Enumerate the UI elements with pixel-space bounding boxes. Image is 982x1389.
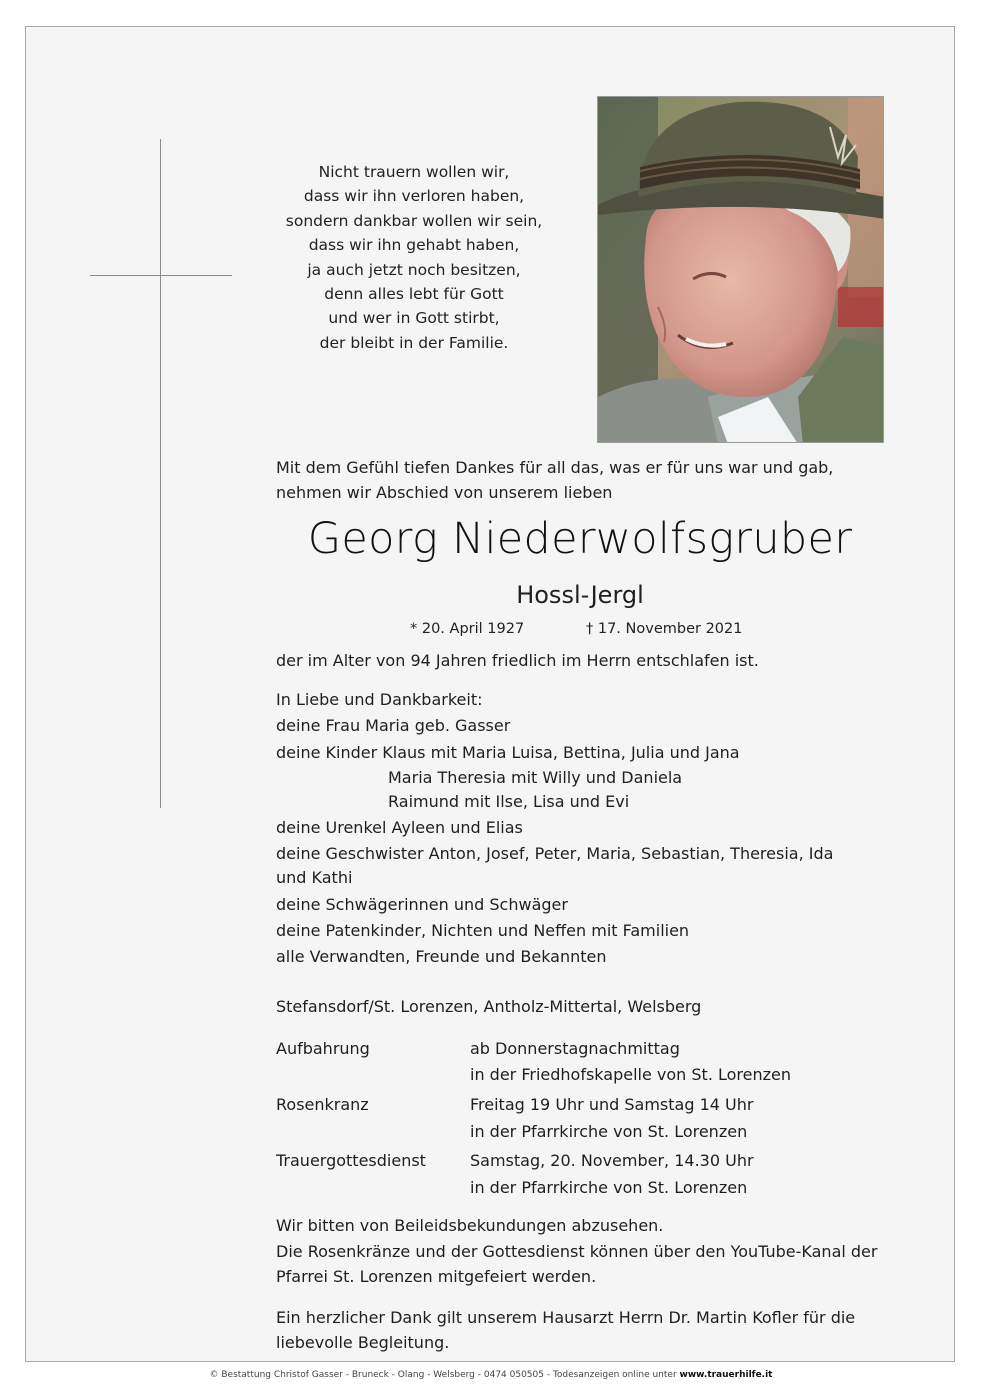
thanks-line: Ein herzlicher Dank gilt unserem Hausarzt Herrn Dr. Martin Kofler für die [276, 1308, 856, 1327]
schedule-detail: in der Pfarrkirche von St. Lorenzen [470, 1122, 748, 1141]
schedule-label: Aufbahrung [276, 1039, 370, 1058]
poem-line: sondern dankbar wollen wir sein, [285, 211, 543, 230]
mourner-children: Maria Theresia mit Willy und Daniela [388, 767, 683, 787]
poem-line: der bleibt in der Familie. [319, 333, 509, 352]
footer-link[interactable]: www.trauerhilfe.it [679, 1370, 773, 1380]
mourner-children: Raimund mit Ilse, Lisa und Evi [388, 792, 630, 812]
mourners-list [276, 687, 833, 971]
poem-line: dass wir ihn verloren haben, [303, 187, 525, 206]
mourner-wife: deine Frau Maria geb. Gasser [276, 716, 511, 736]
mourner-siblings: und Kathi [276, 868, 353, 888]
schedule-detail: in der Friedhofskapelle von St. Lorenzen [470, 1065, 792, 1084]
note-line: Wir bitten von Beileidsbekundungen abzusehen. [276, 1216, 664, 1235]
mourners-header: In Liebe und Dankbarkeit: [276, 690, 483, 709]
mourner-godchildren: deine Patenkinder, Nichten und Neffen mit Familien [276, 921, 690, 941]
deceased-nickname: Hossl-Jergl [516, 581, 644, 609]
deceased-name: Georg Niederwolfsgruber [307, 514, 853, 564]
mourner-in-laws: deine Schwägerinnen und Schwäger [276, 894, 568, 914]
thanks-line: liebevolle Begleitung. [276, 1333, 450, 1352]
mourner-siblings: deine Geschwister Anton, Josef, Peter, Maria, Sebastian, Theresia, Ida [276, 844, 834, 864]
cross-vertical-beam [160, 139, 161, 808]
schedule-label: Rosenkranz [276, 1095, 369, 1114]
poem-line: dass wir ihn gehabt haben, [308, 236, 520, 255]
poem-line: denn alles lebt für Gott [324, 285, 504, 304]
note-line: Die Rosenkränze und der Gottesdienst können über den YouTube-Kanal der [276, 1241, 878, 1261]
cross-horizontal-beam [90, 275, 232, 276]
mourner-children: deine Kinder Klaus mit Maria Luisa, Bettina, Julia und Jana [276, 742, 740, 762]
footer [0, 1369, 982, 1381]
memorial-poem [262, 160, 566, 355]
notes [276, 1213, 877, 1290]
intro-line: nehmen wir Abschied von unserem lieben [276, 483, 613, 502]
schedule-detail: Samstag, 20. November, 14.30 Uhr [470, 1151, 754, 1170]
schedule-label: Trauergottesdienst [276, 1151, 426, 1170]
thanks [276, 1305, 855, 1355]
age-line: der im Alter von 94 Jahren friedlich im Herrn entschlafen ist. [276, 651, 759, 670]
portrait-photo [597, 96, 884, 443]
places: Stefansdorf/St. Lorenzen, Antholz-Mittertal, Welsberg [276, 997, 702, 1016]
poem-line: Nicht trauern wollen wir, [318, 163, 510, 181]
death-date: † 17. November 2021 [586, 621, 743, 637]
poem-line: ja auch jetzt noch besitzen, [307, 260, 521, 279]
footer-text: © Bestattung Christof Gasser - Bruneck - Olang - Welsberg - 0474 050505 - Todesanzeigen online unter [209, 1370, 677, 1380]
intro-text [276, 455, 833, 505]
poem-line: und wer in Gott stirbt, [328, 309, 500, 328]
schedule-detail: Freitag 19 Uhr und Samstag 14 Uhr [470, 1095, 754, 1114]
schedule-detail: ab Donnerstagnachmittag [470, 1039, 680, 1058]
note-line: Pfarrei St. Lorenzen mitgefeiert werden. [276, 1267, 597, 1286]
birth-date: * 20. April 1927 [410, 621, 525, 637]
intro-line: Mit dem Gefühl tiefen Dankes für all das, was er für uns war und gab, [276, 458, 834, 477]
mourner-great-grandchildren: deine Urenkel Ayleen und Elias [276, 817, 523, 837]
schedule-detail: in der Pfarrkirche von St. Lorenzen [470, 1178, 748, 1197]
mourner-relatives: alle Verwandten, Freunde und Bekannten [276, 947, 607, 967]
